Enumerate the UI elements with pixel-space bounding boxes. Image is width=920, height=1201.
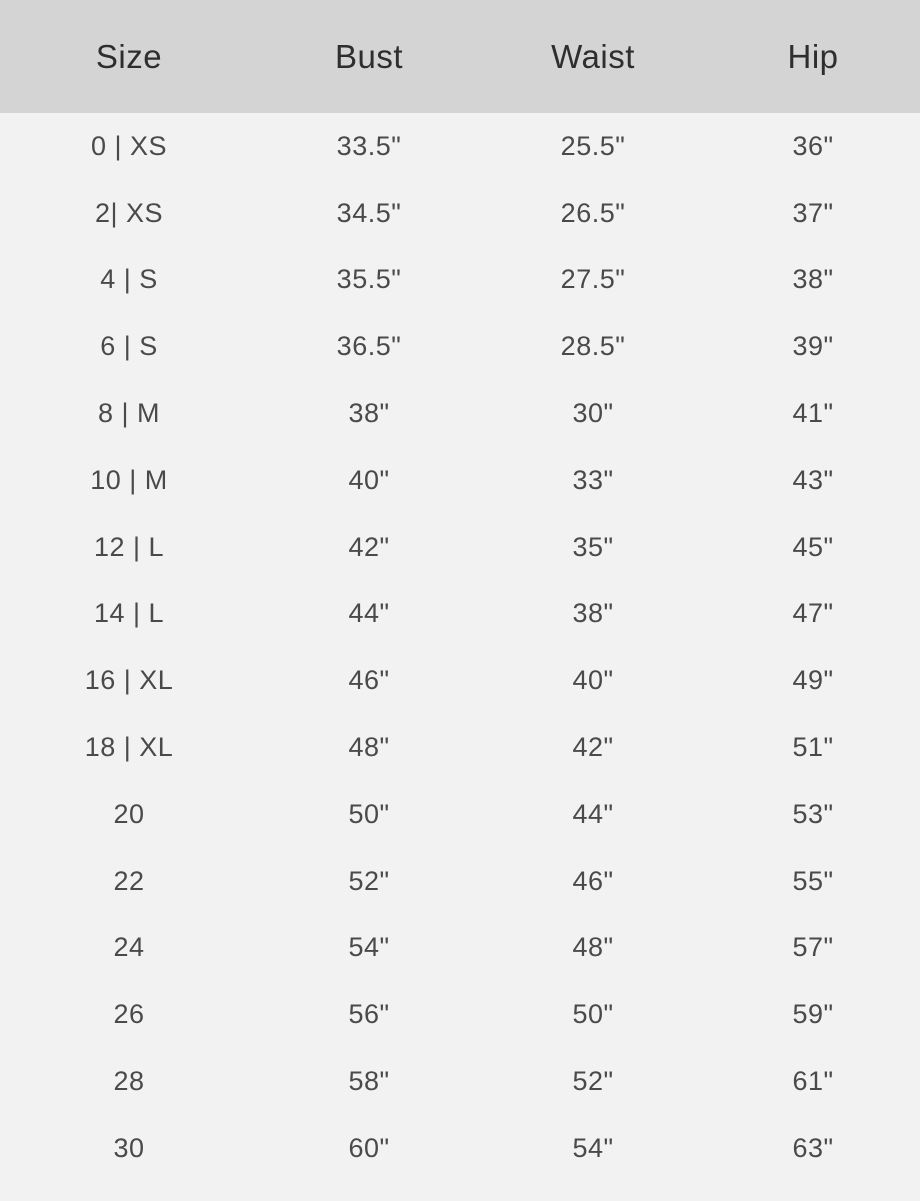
cell-hip: 41" [792,398,834,429]
cell-hip: 38" [792,264,834,295]
column-header-waist: Waist [551,37,635,75]
cell-size: 14 | L [93,598,165,629]
table-row [0,380,920,447]
cell-waist: 54" [572,1132,614,1163]
cell-waist: 46" [572,865,614,896]
cell-bust: 58" [348,1066,390,1097]
cell-size: 24 [113,932,145,963]
cell-size: 20 [113,798,145,829]
cell-hip: 53" [792,798,834,829]
cell-hip: 61" [792,1066,834,1097]
cell-bust: 34.5" [336,197,402,228]
cell-waist: 27.5" [560,264,626,295]
table-row [0,714,920,781]
cell-bust: 40" [348,464,390,495]
cell-bust: 36.5" [336,331,402,362]
cell-hip: 43" [792,464,834,495]
cell-hip: 51" [792,732,834,763]
cell-waist: 38" [572,598,614,629]
cell-bust: 56" [348,999,390,1030]
cell-bust: 50" [348,798,390,829]
table-row [0,514,920,581]
cell-hip: 49" [792,665,834,696]
cell-bust: 44" [348,598,390,629]
cell-size: 8 | M [97,398,161,429]
table-row [0,581,920,648]
table-row [0,113,920,180]
cell-hip: 45" [792,531,834,562]
cell-size: 6 | S [100,331,158,362]
cell-bust: 48" [348,732,390,763]
column-header-bust: Bust [334,37,404,75]
table-row [0,848,920,915]
table-row [0,313,920,380]
cell-size: 2| XS [94,197,164,228]
cell-size: 16 | XL [84,665,174,696]
table-header [0,0,920,113]
cell-hip: 39" [792,331,834,362]
cell-hip: 63" [792,1132,834,1163]
table-row [0,1115,920,1182]
cell-bust: 54" [348,932,390,963]
cell-size: 26 [113,999,145,1030]
cell-size: 0 | XS [90,130,168,161]
cell-waist: 33" [572,464,614,495]
cell-waist: 35" [572,531,614,562]
cell-size: 28 [113,1066,145,1097]
cell-bust: 60" [348,1132,390,1163]
cell-size: 12 | L [93,531,165,562]
cell-hip: 55" [792,865,834,896]
cell-waist: 44" [572,798,614,829]
cell-waist: 26.5" [560,197,626,228]
cell-bust: 38" [348,398,390,429]
cell-waist: 28.5" [560,331,626,362]
table-row [0,247,920,314]
cell-size: 30 [113,1132,145,1163]
table-row [0,447,920,514]
cell-size: 18 | XL [84,732,174,763]
column-header-size: Size [95,37,163,75]
cell-size: 4 | S [100,264,158,295]
cell-hip: 59" [792,999,834,1030]
cell-hip: 47" [792,598,834,629]
cell-waist: 48" [572,932,614,963]
table-row [0,1048,920,1115]
cell-waist: 30" [572,398,614,429]
table-row [0,915,920,982]
table-row [0,180,920,247]
column-header-hip: Hip [787,37,839,75]
cell-hip: 37" [792,197,834,228]
cell-bust: 42" [348,531,390,562]
cell-waist: 42" [572,732,614,763]
cell-waist: 52" [572,1066,614,1097]
cell-waist: 40" [572,665,614,696]
table-header-row [0,0,920,113]
cell-size: 10 | M [90,464,168,495]
cell-waist: 25.5" [560,130,626,161]
cell-bust: 33.5" [336,130,402,161]
cell-size: 22 [113,865,145,896]
table-body [0,113,920,1182]
cell-hip: 57" [792,932,834,963]
cell-bust: 46" [348,665,390,696]
cell-bust: 52" [348,865,390,896]
table-row [0,781,920,848]
table-row [0,981,920,1048]
cell-hip: 36" [792,130,834,161]
cell-waist: 50" [572,999,614,1030]
cell-bust: 35.5" [336,264,402,295]
table-row [0,647,920,714]
